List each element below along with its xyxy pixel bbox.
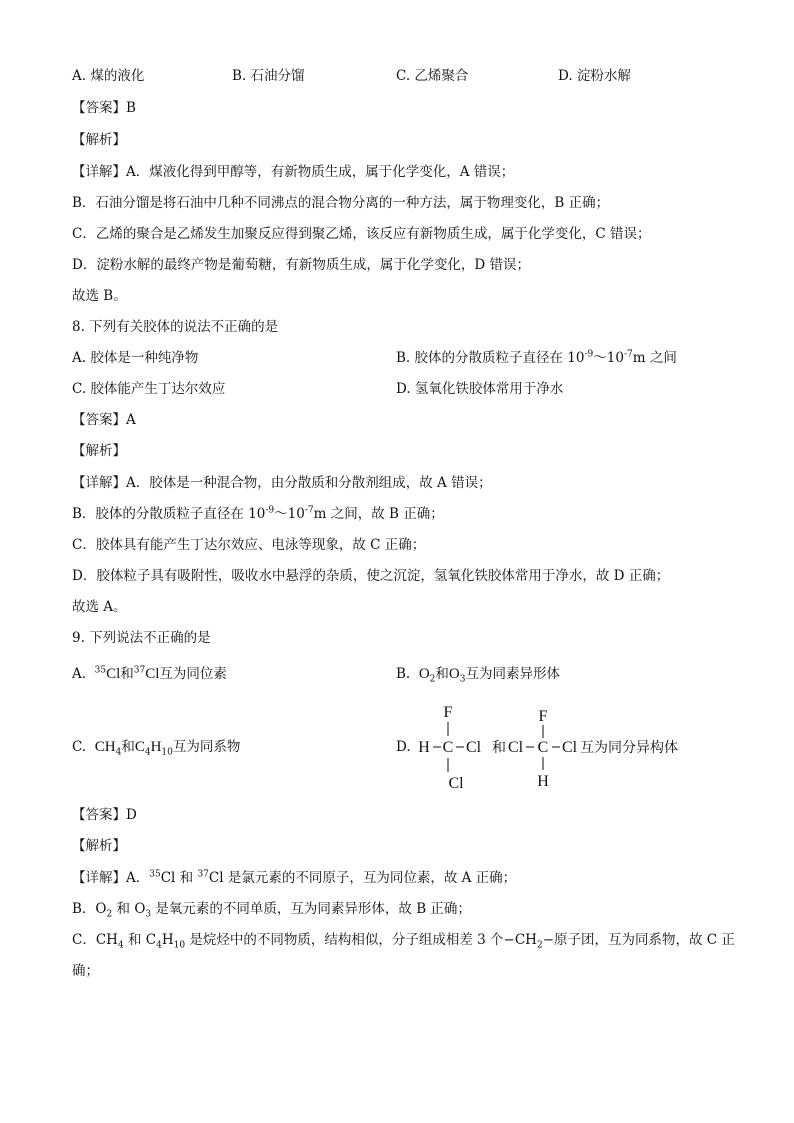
formula: O [448, 666, 460, 682]
q9-stem: 9. 下列说法不正确的是 [72, 630, 211, 646]
q7-option-c: C. 乙烯聚合 [396, 68, 469, 84]
subscript: 3 [145, 909, 152, 920]
q8-detail-d: D．胶体粒子具有吸附性，吸收水中悬浮的杂质，使之沉淀，氢氧化铁胶体常用于净水，故 D 正确； [72, 568, 670, 584]
formula: CH [94, 739, 116, 755]
answer-tag: 【答案】 [72, 412, 126, 428]
q9-option-d-label: D. [396, 739, 411, 755]
option-label: B. [396, 666, 411, 682]
structure-1 [418, 704, 481, 792]
exponent: -7 [623, 349, 633, 360]
subscript: 2 [429, 674, 436, 685]
text: A． [126, 870, 150, 886]
text: 互为同素异形体 [465, 666, 560, 682]
mass-number: 37 [197, 869, 209, 880]
q7-option-d: D. 淀粉水解 [558, 68, 631, 84]
isotope: Cl [106, 666, 121, 682]
q9-answer [72, 806, 137, 824]
answer-value: B [126, 100, 136, 116]
q7-conclusion: 故选 B。 [72, 288, 127, 304]
subscript: 4 [144, 747, 151, 758]
subscript: 4 [117, 940, 124, 951]
q8-detail-c: C．胶体具有能产生丁达尔效应、电泳等现象，故 C 正确； [72, 537, 426, 553]
text: 互为同系物 [172, 739, 241, 755]
exponent: -7 [304, 505, 314, 516]
q9-detail-a [72, 869, 516, 887]
q9-structure-diagram [412, 700, 702, 800]
text: B．胶体的分散质粒子直径在 10 [72, 506, 266, 522]
q8-detail-b [72, 505, 444, 523]
text: ～10 [274, 506, 305, 522]
q7-detail-d: D．淀粉水解的最终产物是葡萄糖，有新物质生成，属于化学变化，D 错误； [72, 257, 530, 273]
q8-option-d: D. 氢氧化铁胶体常用于净水 [396, 381, 564, 397]
isotope: Cl [145, 666, 160, 682]
atom-left: Cl [508, 739, 524, 756]
option-d-text: 互为同分异构体 [580, 741, 678, 756]
text: 和 [435, 666, 449, 682]
q9-analysis-tag: 【解析】 [72, 838, 126, 854]
q7-detail-a [72, 163, 514, 181]
detail-tag: 【详解】 [72, 164, 126, 180]
q7-option-b: B. 石油分馏 [232, 68, 305, 84]
text: Cl 和 [160, 870, 198, 886]
text: H [161, 932, 174, 948]
q9-detail-c-continued: 确； [72, 963, 99, 979]
q7-answer [72, 99, 136, 117]
text: −原子团，互为同系物，故 C 正 [542, 932, 735, 948]
detail-tag: 【详解】 [72, 475, 126, 491]
q9-option-a [72, 665, 227, 683]
q9-detail-b [72, 900, 471, 918]
q7-detail-b: B．石油分馏是将石油中几种不同沸点的混合物分离的一种方法，属于物理变化，B 正确； [72, 195, 610, 211]
option-label: C. [72, 739, 87, 755]
text: C．CH [72, 932, 118, 948]
answer-value: A [126, 412, 136, 428]
detail-tag: 【详解】 [72, 870, 126, 886]
q9-detail-c [72, 931, 735, 949]
text: B. 胶体的分散质粒子直径在 10 [396, 350, 585, 366]
formula: O [418, 666, 430, 682]
q8-conclusion: 故选 A。 [72, 599, 127, 615]
detail-text: A．煤液化得到甲醇等，有新物质生成，属于化学变化，A 错误； [126, 164, 515, 180]
formula: C [134, 739, 145, 755]
mass-number: 35 [94, 665, 107, 676]
text: 和 O [112, 901, 146, 917]
text: 是烷烃中的不同物质，结构相似，分子组成相差 3 个−CH [185, 932, 537, 948]
atom-center: C [442, 739, 454, 756]
atom-top: F [538, 708, 548, 725]
answer-value: D [126, 807, 137, 823]
text: Cl 是氯元素的不同原子，互为同位素，故 A 正确； [208, 870, 517, 886]
q8-analysis-tag: 【解析】 [72, 443, 126, 459]
q9-option-c [72, 738, 240, 756]
mass-number: 35 [149, 869, 161, 880]
q7-option-a: A. 煤的液化 [72, 68, 145, 84]
q9-option-b [396, 665, 560, 683]
atom-center: C [537, 739, 549, 756]
answer-tag: 【答案】 [72, 100, 126, 116]
q7-analysis-tag: 【解析】 [72, 132, 126, 148]
subscript: 2 [106, 909, 113, 920]
q7-detail-c: C．乙烯的聚合是乙烯发生加聚反应得到聚乙烯，该反应有新物质生成，属于化学变化，C 错误； [72, 226, 651, 242]
text: 互为同位素 [159, 666, 227, 682]
q8-option-c: C. 胶体能产生丁达尔效应 [72, 381, 226, 397]
q8-option-a: A. 胶体是一种纯净物 [72, 350, 199, 366]
atom-top: F [443, 704, 453, 721]
exponent: -9 [265, 505, 275, 516]
subscript: 10 [173, 940, 186, 951]
subscript: 4 [115, 747, 122, 758]
text: m 之间 [632, 350, 677, 366]
q8-option-b [396, 349, 677, 367]
text: 是氧元素的不同单质，互为同素异形体，故 B 正确； [151, 901, 471, 917]
atom-bottom: H [537, 773, 549, 790]
q8-answer [72, 411, 136, 429]
text: 和 [120, 666, 134, 682]
text: 和 [121, 739, 135, 755]
detail-text: A．胶体是一种混合物，由分散质和分散剂组成，故 A 错误； [126, 475, 492, 491]
subscript: 4 [156, 940, 162, 951]
formula: H [150, 739, 162, 755]
atom-left: H [418, 739, 430, 756]
and-text: 和 [492, 741, 506, 756]
text: 和 C [123, 932, 157, 948]
q8-stem: 8. 下列有关胶体的说法不正确的是 [72, 319, 279, 335]
subscript: 10 [161, 747, 173, 758]
option-label: A. [72, 666, 87, 682]
atom-right: Cl [562, 739, 578, 756]
structure-2 [508, 708, 578, 790]
q8-detail-a [72, 474, 492, 492]
text: B．O [72, 901, 107, 917]
subscript: 3 [459, 674, 466, 685]
atom-right: Cl [466, 739, 482, 756]
text: ～10 [593, 350, 624, 366]
answer-tag: 【答案】 [72, 807, 126, 823]
exponent: -9 [584, 349, 594, 360]
mass-number: 37 [133, 665, 146, 676]
subscript: 2 [536, 940, 543, 951]
text: m 之间，故 B 正确； [313, 506, 444, 522]
atom-bottom: Cl [448, 775, 464, 792]
